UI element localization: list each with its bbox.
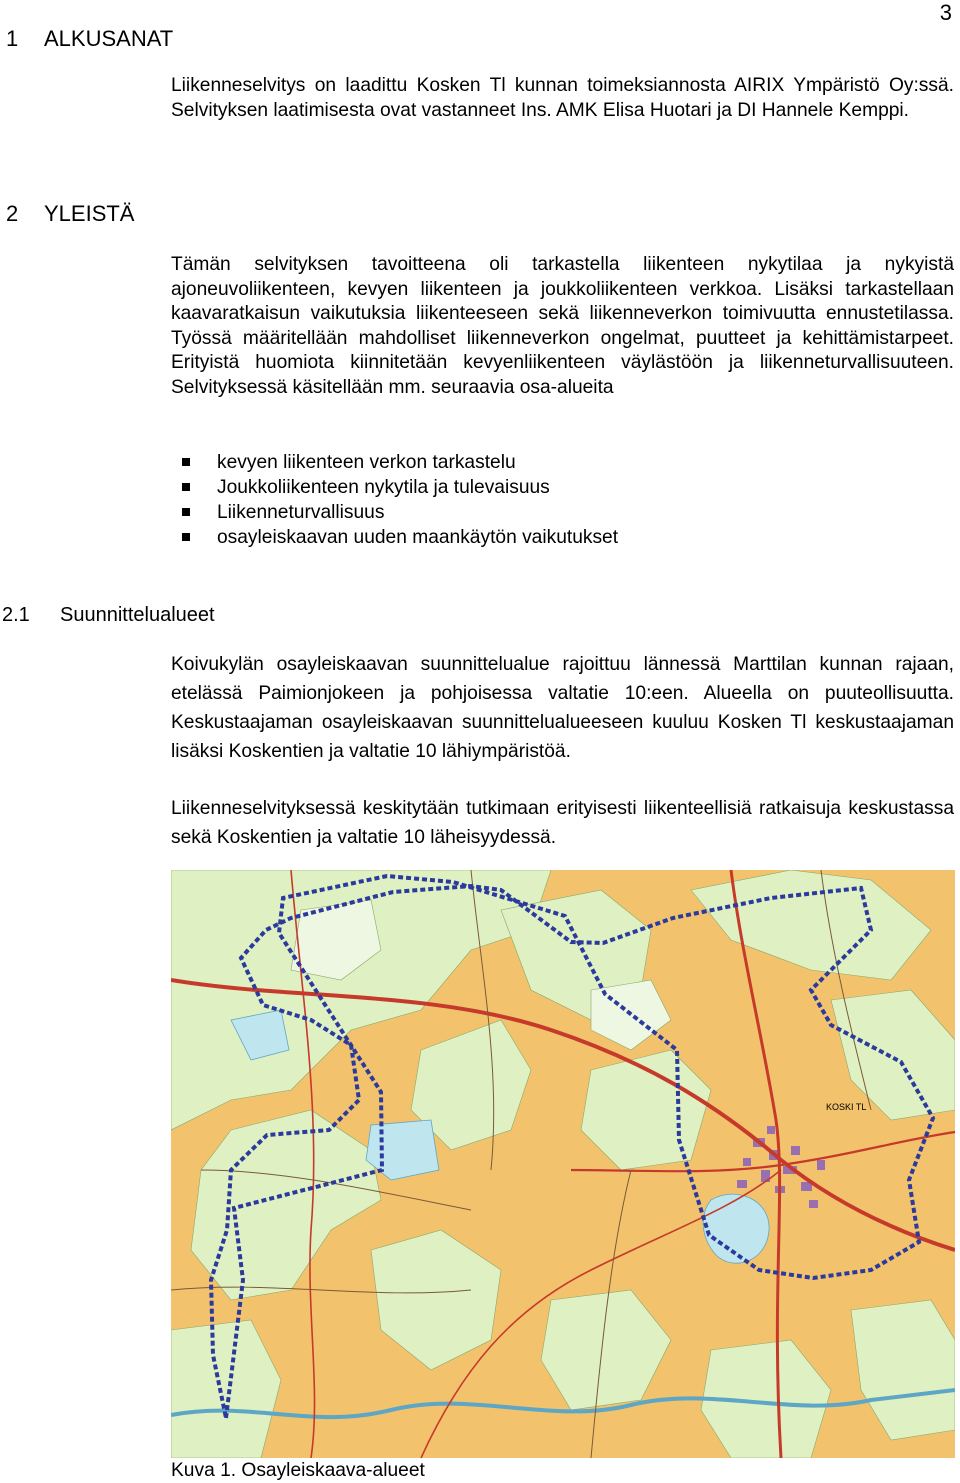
section-2-heading — [6, 201, 134, 227]
square-bullet-icon — [182, 483, 190, 491]
section-2-number: 2 — [6, 201, 19, 226]
square-bullet-icon — [182, 533, 190, 541]
list-item: osayleiskaavan uuden maankäytön vaikutukset — [171, 525, 618, 550]
section-1-paragraph: Liikenneselvitys on laadittu Kosken Tl kunnan toimeksiannosta AIRIX Ympäristö Oy:ssä. Selvityksen laatimisesta ovat vastanneet Ins. AMK Elisa Huotari ja DI Hannele Kemppi. — [171, 75, 954, 121]
page-number: 3 — [939, 0, 952, 25]
topic-list — [171, 450, 618, 550]
map-town-label: KOSKI TL — [826, 1102, 867, 1112]
section-1-number: 1 — [6, 26, 19, 51]
figure-caption: Kuva 1. Osayleiskaava-alueet — [171, 1460, 425, 1481]
section-1-title: ALKUSANAT — [44, 26, 174, 51]
planning-area-map — [171, 870, 955, 1458]
list-item: Joukkoliikenteen nykytila ja tulevaisuus — [171, 475, 618, 500]
square-bullet-icon — [182, 508, 190, 516]
square-bullet-icon — [182, 458, 190, 466]
section-2-title: YLEISTÄ — [44, 201, 135, 226]
section-2-1-number: 2.1 — [2, 604, 30, 626]
section-1-heading — [6, 26, 173, 52]
section-2-1-heading — [2, 603, 215, 627]
section-2-paragraph: Tämän selvityksen tavoitteena oli tarkastella liikenteen nykytilaa ja nykyistä ajoneuvoliikenteen, kevyen liikenteen ja joukkoliikenteen verkkoa. Lisäksi tarkastellaan kaavaratkaisun vaikutuksia liikenteeseen sekä liikenneverkon toimivuutta ennustetilassa. Työssä määritellään mahdolliset liikenneverkon ongelmat, puutteet ja kehittämistarpeet. Erityistä huomiota kiinnitetään kevyenliikenteen väylästöön ja liikenneturvallisuuteen. Selvityksessä käsitellään mm. seuraavia osa-alueita — [171, 254, 954, 398]
section-2-1-paragraph-1: Koivukylän osayleiskaavan suunnittelualue rajoittuu lännessä Marttilan kunnan rajaan, etelässä Paimionjokeen ja pohjoisessa valtatie 10:een. Alueella on puuteollisuutta. Keskustaajaman osayleiskaavan suunnittelualueeseen kuuluu Kosken Tl keskustaajaman lisäksi Koskentien ja valtatie 10 lähiympäristöä. — [171, 654, 954, 762]
list-item: Liikenneturvallisuus — [171, 500, 618, 525]
section-2-1-title: Suunnittelualueet — [60, 604, 215, 626]
section-2-1-paragraph-2: Liikenneselvityksessä keskitytään tutkimaan erityisesti liikenteellisiä ratkaisuja keskustassa sekä Koskentien ja valtatie 10 läheisyydessä. — [171, 798, 954, 848]
list-item: kevyen liikenteen verkon tarkastelu — [171, 450, 618, 475]
